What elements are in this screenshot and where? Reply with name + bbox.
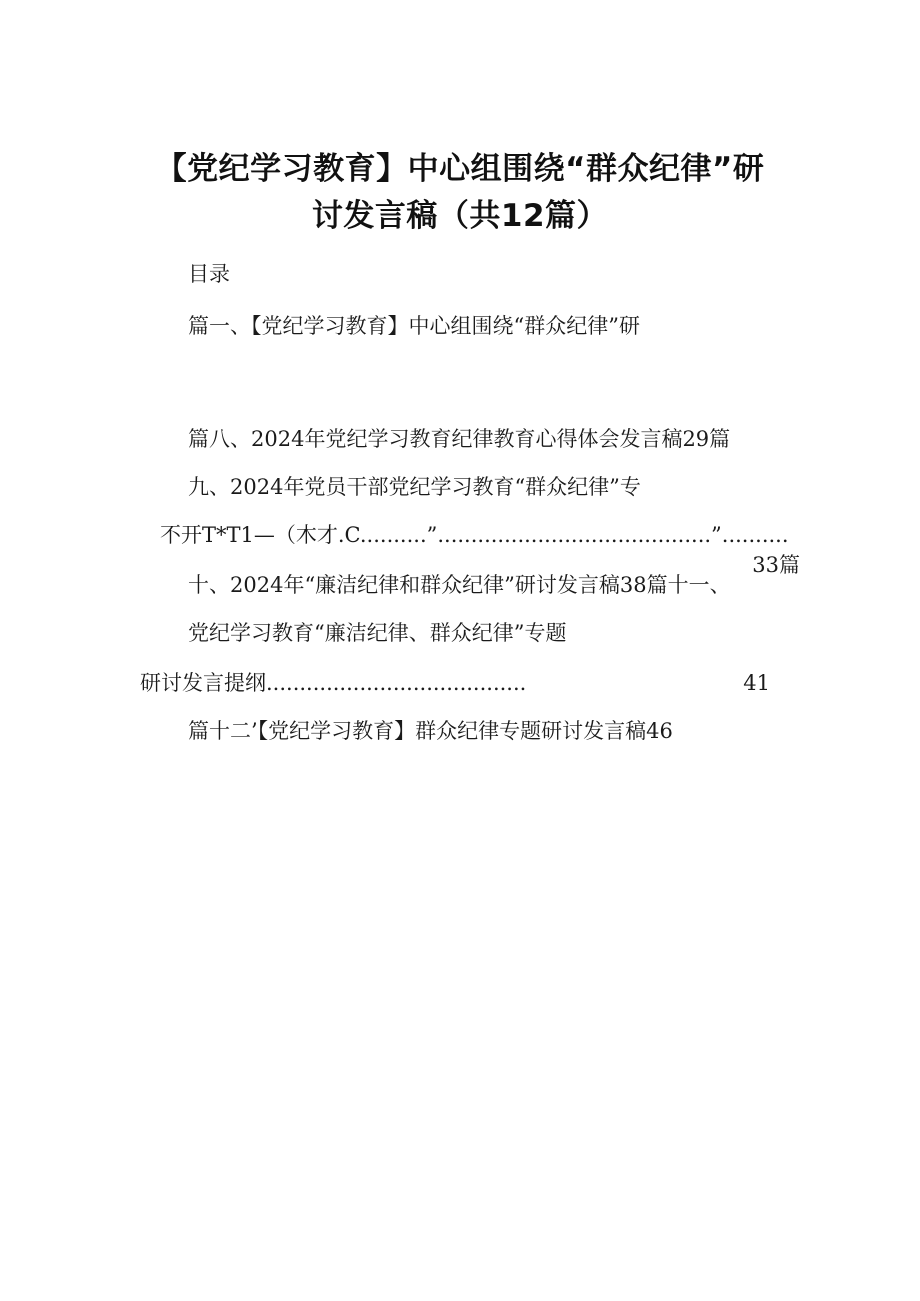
toc-item-12: 篇十二’【党纪学习教育】群众纪律专题研讨发言稿46 (188, 719, 673, 743)
document-title-line-1: 【党纪学习教育】中心组围绕“群众纪律”研 (155, 151, 765, 187)
toc-heading: 目录 (188, 262, 230, 286)
toc-item-9-line-2-text: 不开T*T1—（木才.C..........”.........................................”.......... (160, 523, 789, 547)
document-title-line-2: 讨发言稿（共12篇） (311, 198, 609, 234)
toc-item-11-page-number: 41 (743, 671, 770, 695)
toc-item-11-line-1: 党纪学习教育“廉洁纪律、群众纪律”专题 (188, 621, 567, 645)
toc-item-10: 十、2024年“廉洁纪律和群众纪律”研讨发言稿38篇十一、 (188, 573, 731, 597)
toc-item-8: 篇八、2024年党纪学习教育纪律教育心得体会发言稿29篇 (188, 427, 731, 451)
toc-item-11-line-2 (140, 668, 770, 698)
toc-item-11-line-2-text: 研讨发言提纲....................................... (140, 671, 527, 695)
toc-item-1: 篇一、【党纪学习教育】中心组围绕“群众纪律”研 (188, 314, 640, 338)
toc-item-9-page-number: 33篇 (752, 553, 800, 577)
toc-item-9-line-1: 九、2024年党员干部党纪学习教育“群众纪律”专 (188, 475, 641, 499)
